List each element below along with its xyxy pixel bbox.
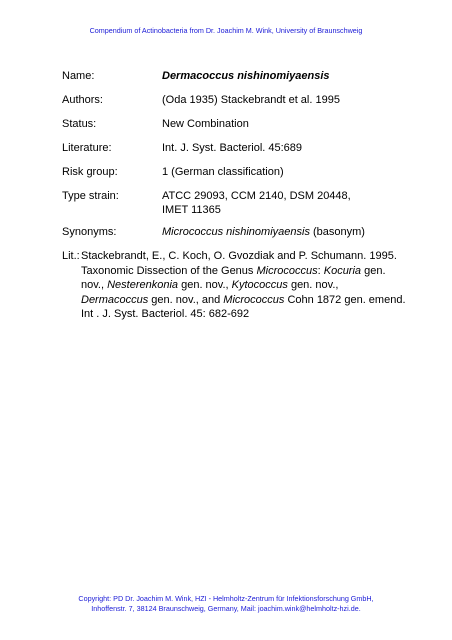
name-value: Dermacoccus nishinomiyaensis: [162, 70, 330, 82]
page-header: Compendium of Actinobacteria from Dr. Joachim M. Wink, University of Braunschweig: [89, 26, 363, 35]
footer-line-2: Inhoffenstr. 7, 38124 Braunschweig, Germany, Mail: joachim.wink@helmholtz-hzi.de.: [91, 604, 361, 613]
lit-label: Lit.:: [62, 250, 80, 262]
genus-name: Kocuria: [323, 264, 362, 277]
lit-text: nov.,: [81, 279, 108, 291]
synonym-species: Micrococcus nishinomiyaensis: [162, 226, 310, 238]
authors-label: Authors:: [62, 94, 103, 106]
footer-line-1: Copyright: PD Dr. Joachim M. Wink, HZI - Helmholtz-Zentrum für Infektionsforschung GmbH,: [78, 594, 374, 603]
type-strain-label: Type strain:: [62, 190, 119, 202]
lit-text: gen. nov., and: [148, 293, 224, 306]
lit-line-4: [81, 293, 421, 308]
risk-group-value: 1 (German classification): [162, 166, 284, 178]
page-footer: [0, 594, 452, 614]
synonyms-label: Synonyms:: [62, 226, 117, 238]
lit-reference: [81, 249, 421, 322]
synonym-suffix: (basonym): [309, 226, 365, 238]
lit-text: gen. nov.,: [287, 279, 339, 291]
synonyms-value: [162, 225, 365, 239]
lit-text: gen.: [361, 264, 386, 277]
lit-line-3: [81, 278, 421, 293]
literature-value: Int. J. Syst. Bacteriol. 45:689: [162, 142, 303, 154]
name-label: Name:: [62, 70, 95, 82]
genus-name: Nesterenkonia: [107, 279, 179, 291]
lit-line-5: Int . J. Syst. Bacteriol. 45: 682-692: [81, 308, 250, 320]
lit-line-2: [81, 264, 421, 279]
literature-label: Literature:: [62, 142, 112, 154]
type-strain-value-line2: IMET 11365: [162, 204, 221, 216]
status-label: Status:: [62, 118, 97, 130]
genus-name: Kytococcus: [231, 279, 288, 291]
lit-line-1: Stackebrandt, E., C. Koch, O. Gvozdiak and P. Schumann. 1995.: [81, 250, 397, 262]
authors-value: (Oda 1935) Stackebrandt et al. 1995: [162, 94, 340, 106]
lit-text: Cohn 1872 gen. emend.: [284, 293, 406, 306]
genus-name: Dermacoccus: [81, 293, 149, 306]
lit-text: Taxonomic Dissection of the Genus: [81, 264, 257, 277]
lit-text: :: [317, 264, 324, 277]
lit-text: gen. nov.,: [178, 279, 232, 291]
genus-name: Micrococcus: [223, 293, 285, 306]
status-value: New Combination: [162, 118, 249, 130]
genus-name: Micrococcus: [256, 264, 318, 277]
type-strain-value-line1: ATCC 29093, CCM 2140, DSM 20448,: [162, 190, 351, 202]
risk-group-label: Risk group:: [62, 166, 118, 178]
